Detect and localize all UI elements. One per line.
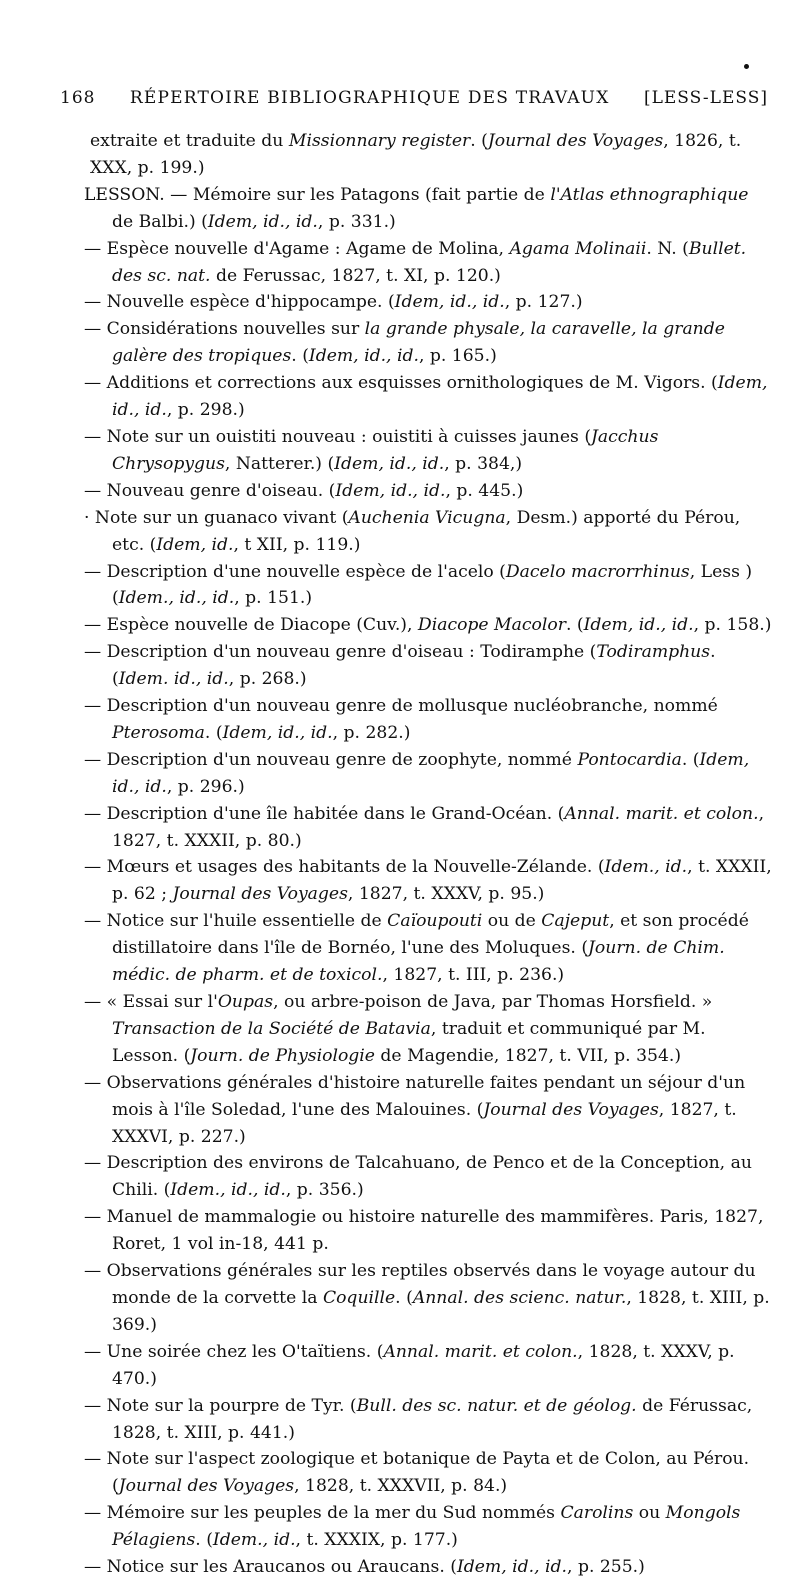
entry-text: — Mœurs et usages des habitants de la Nouvelle-Zélande. (	[84, 857, 605, 878]
italic-title: Transaction de la Société de Batavia	[112, 1018, 431, 1039]
entry-text: , t. XXXIX, p. 177.)	[295, 1530, 458, 1551]
entry-text: . (	[681, 749, 700, 770]
italic-title: Annal. marit. et colon.	[383, 1341, 578, 1362]
italic-title: Pterosoma	[112, 722, 205, 743]
entry-text: . (	[395, 1287, 413, 1308]
entry-text: , p. 151.)	[234, 588, 313, 609]
entry-text: — Description d'un nouveau genre de mollusque nucléobranche, nommé	[84, 696, 718, 717]
bibliography-entry	[84, 1554, 774, 1581]
entry-text: — Considérations nouvelles sur	[84, 319, 365, 340]
entry-text: , p. 282.)	[332, 722, 411, 743]
entry-text: extraite et traduite du	[90, 131, 289, 151]
bibliography-entry	[84, 424, 774, 478]
bibliography-entry	[84, 854, 774, 908]
entry-text: , ou arbre-poison de Java, par Thomas Horsfield. »	[273, 992, 713, 1012]
entry-text: , 1827, t. XXXV, p. 95.)	[347, 884, 545, 905]
entry-text: — Mémoire sur les peuples de la mer du Sud nommés	[84, 1503, 561, 1524]
entry-text: , p. 158.)	[693, 615, 772, 636]
entry-text: , t. XXXII, p. 62 ;	[112, 857, 772, 905]
entry-text: — Notice sur les Araucanos ou Araucans. (	[84, 1557, 457, 1578]
bibliography-entry	[84, 747, 774, 801]
entry-text: , 1828, t. XXXVII, p. 84.)	[294, 1476, 508, 1497]
entry-text: , Desm.) apporté du Pérou, etc. (	[112, 507, 741, 555]
bibliography-entry	[84, 1446, 774, 1500]
bibliography-entry	[84, 693, 774, 747]
entry-text: , Natterer.) (	[224, 453, 335, 474]
bibliography-entry	[84, 1150, 774, 1204]
entry-text: de Magendie, 1827, t. VII, p. 354.)	[374, 1045, 682, 1066]
italic-title: Coquille	[322, 1287, 396, 1308]
entry-text: , p. 165.)	[418, 346, 497, 367]
bibliography-entry	[84, 1339, 774, 1393]
italic-title: Missionnary register	[288, 131, 471, 151]
bibliography-entry	[84, 182, 774, 236]
entry-text: ou de	[482, 911, 542, 932]
italic-title: Idem, id., id.	[394, 292, 505, 313]
entry-text: , 1828, t. XXXV, p. 470.)	[112, 1341, 735, 1389]
entry-text: LESSON. — Mémoire sur les Patagons (fait partie de	[84, 184, 551, 205]
italic-title: Idem., id., id.	[118, 588, 235, 609]
bibliography-entry	[84, 612, 774, 639]
entry-text: ou	[633, 1503, 666, 1524]
entry-text: , t XII, p. 119.)	[233, 534, 361, 555]
entry-text: , p. 331.)	[317, 211, 396, 232]
entry-text: . (	[565, 615, 584, 636]
italic-title: Mongols Pélagiens	[112, 1503, 741, 1551]
running-header	[60, 88, 768, 118]
bibliography-entry	[84, 1500, 774, 1554]
entry-text: . (	[112, 642, 716, 690]
italic-title: Caïoupouti	[387, 911, 483, 932]
entry-text: de Balbi.) (	[112, 211, 208, 232]
entry-text: — Une soirée chez les O'taïtiens. (	[84, 1341, 384, 1362]
bibliography-entry	[84, 1258, 774, 1339]
italic-title: Journ. de Chim. médic. de pharm. et de toxicol.	[112, 938, 725, 986]
entry-text: , p. 268.)	[228, 669, 307, 690]
entry-text: . (	[291, 346, 309, 367]
entry-text: , p. 296.)	[166, 776, 245, 797]
entry-text: — Description des environs de Talcahuano, de Penco et de la Conception, au Chili. (	[84, 1153, 752, 1201]
bibliography-entry	[84, 370, 774, 424]
italic-title: l'Atlas ethnographique	[550, 184, 749, 205]
entry-text: . (	[195, 1530, 213, 1551]
italic-title: Idem, id., id.	[583, 615, 694, 636]
italic-title: Journal des Voyages	[487, 131, 664, 151]
entry-text: , 1827, t. III, p. 236.)	[382, 965, 565, 986]
entry-text: , p. 298.)	[166, 400, 245, 421]
italic-title: Oupas	[217, 992, 274, 1012]
italic-title: Bull. des sc. natur. et de géolog.	[356, 1395, 637, 1416]
bibliography-entry	[84, 559, 774, 613]
italic-title: Carolins	[560, 1503, 634, 1524]
italic-title: Auchenia Vicugna	[348, 507, 506, 528]
italic-title: Todiramphus	[596, 642, 711, 663]
italic-title: la grande physale, la caravelle, la grande galère des tropiques	[112, 319, 725, 367]
italic-title: Idem, id.	[156, 534, 234, 555]
italic-title: Idem, id., id.	[456, 1557, 568, 1578]
entry-text: — Note sur un ouistiti nouveau : ouistiti à cuisses jaunes (	[84, 426, 592, 447]
entry-text: , p. 356.)	[285, 1180, 364, 1201]
entry-text: — Description d'une nouvelle espèce de l'acelo (	[84, 561, 506, 582]
entry-text: — Notice sur l'huile essentielle de	[84, 911, 388, 932]
bibliography-entry	[84, 236, 774, 290]
entry-text: , et son procédé distillatoire dans l'île de Bornéo, l'une des Moluques. (	[112, 911, 749, 959]
italic-title: Journal des Voyages	[172, 884, 348, 905]
italic-title: Annal. des scienc. natur.	[412, 1287, 627, 1308]
italic-title: Journal des Voyages	[483, 1099, 659, 1120]
entry-text: , Less ) (	[112, 561, 753, 609]
entry-text: — « Essai sur l'	[84, 992, 218, 1012]
entry-range: [LESS-LESS]	[643, 88, 768, 108]
bibliography-entry	[84, 801, 774, 855]
bibliography-entry	[84, 1393, 774, 1447]
bibliography-entry	[84, 1070, 774, 1151]
bibliography-entry	[84, 316, 774, 370]
bibliography-entry	[84, 289, 774, 316]
entry-text: , 1828, t. XIII, p. 369.)	[112, 1287, 770, 1335]
italic-title: Idem., id.	[604, 857, 688, 878]
italic-title: Pontocardia	[577, 749, 682, 770]
entry-text: — Observations générales sur les reptiles observés dans le voyage autour du monde de la corvette la	[84, 1261, 756, 1308]
entry-text: — Nouveau genre d'oiseau. (	[84, 480, 336, 501]
italic-title: Annal. marit. et colon.	[564, 803, 759, 824]
italic-title: Idem, id., id.	[112, 373, 768, 421]
page-number: 168	[60, 88, 96, 108]
bibliography-entry	[84, 478, 774, 505]
bibliography-list	[84, 128, 774, 1581]
entry-text: , 1827, t. XXXVI, p. 227.)	[112, 1099, 737, 1147]
bibliography-entry	[84, 505, 774, 559]
italic-title: Idem. id., id.	[118, 669, 229, 690]
italic-title: Idem, id., id.	[334, 453, 445, 474]
italic-title: Idem, id., id.	[308, 346, 419, 367]
entry-text: — Espèce nouvelle d'Agame : Agame de Molina,	[84, 238, 510, 259]
entry-text: — Additions et corrections aux esquisses ornithologiques de M. Vigors. (	[84, 373, 718, 394]
entry-text: · Note sur un guanaco vivant (	[84, 507, 349, 528]
entry-text: — Note sur l'aspect zoologique et botanique de Payta et de Colon, au Pérou. (	[84, 1449, 750, 1497]
entry-text: — Description d'une île habitée dans le Grand-Océan. (	[84, 803, 565, 824]
italic-title: Idem., id., id.	[170, 1180, 286, 1201]
entry-text: , 1827, t. XXXII, p. 80.)	[112, 803, 765, 851]
entry-text: — Note sur la pourpre de Tyr. (	[84, 1395, 357, 1416]
italic-title: Agama Molinaii	[509, 238, 647, 259]
entry-text: de Férussac, 1828, t. XIII, p. 441.)	[112, 1395, 753, 1443]
italic-title: Journal des Voyages	[118, 1476, 295, 1497]
bibliography-entry	[84, 639, 774, 693]
bibliography-entry	[84, 989, 774, 1070]
italic-title: Idem, id., id.	[207, 211, 318, 232]
entry-text: de Ferussac, 1827, t. XI, p. 120.)	[210, 265, 501, 286]
italic-title: Dacelo macrorrhinus	[505, 561, 690, 582]
entry-text: , p. 445.)	[445, 480, 524, 501]
entry-text: . (	[204, 722, 223, 743]
entry-text: — Espèce nouvelle de Diacope (Cuv.),	[84, 615, 418, 636]
bibliography-entry	[84, 908, 774, 989]
entry-text: — Description d'un nouveau genre d'oiseau : Todiramphe (	[84, 642, 597, 663]
entry-text: , traduit et communiqué par M. Lesson. (	[112, 1018, 706, 1066]
entry-text: . (	[470, 131, 488, 151]
italic-title: Idem, id., id.	[112, 749, 750, 797]
bibliography-entry	[84, 128, 774, 182]
entry-text: , 1826, t. XXX, p. 199.)	[90, 131, 742, 178]
entry-text: , p. 127.)	[504, 292, 583, 313]
italic-title: Idem, id., id.	[222, 722, 333, 743]
italic-title: Journ. de Physiologie	[190, 1045, 375, 1066]
entry-text: — Description d'un nouveau genre de zoophyte, nommé	[84, 749, 578, 770]
bibliography-entry	[84, 1204, 774, 1258]
italic-title: Bullet. des sc. nat.	[112, 238, 747, 286]
italic-title: Idem., id.	[212, 1530, 296, 1551]
ink-dot	[744, 64, 749, 69]
italic-title: Jacchus Chrysopygus	[112, 426, 659, 474]
running-title: RÉPERTOIRE BIBLIOGRAPHIQUE DES TRAVAUX	[129, 88, 610, 108]
entry-text: — Observations générales d'histoire naturelle faites pendant un séjour d'un mois à l'île Soledad, l'une des Malouines. (	[84, 1072, 746, 1120]
entry-text: . N. (	[646, 238, 689, 259]
entry-text: — Manuel de mammalogie ou histoire naturelle des mammifères. Paris, 1827, Roret, 1 vol in-18, 441 p.	[84, 1207, 764, 1255]
entry-text: — Nouvelle espèce d'hippocampe. (	[84, 292, 395, 313]
italic-title: Diacope Macolor	[417, 615, 566, 636]
entry-text: , p. 255.)	[567, 1557, 645, 1578]
italic-title: Cajeput	[541, 911, 610, 932]
italic-title: Idem, id., id.	[335, 480, 446, 501]
entry-text: , p. 384,)	[444, 453, 523, 474]
